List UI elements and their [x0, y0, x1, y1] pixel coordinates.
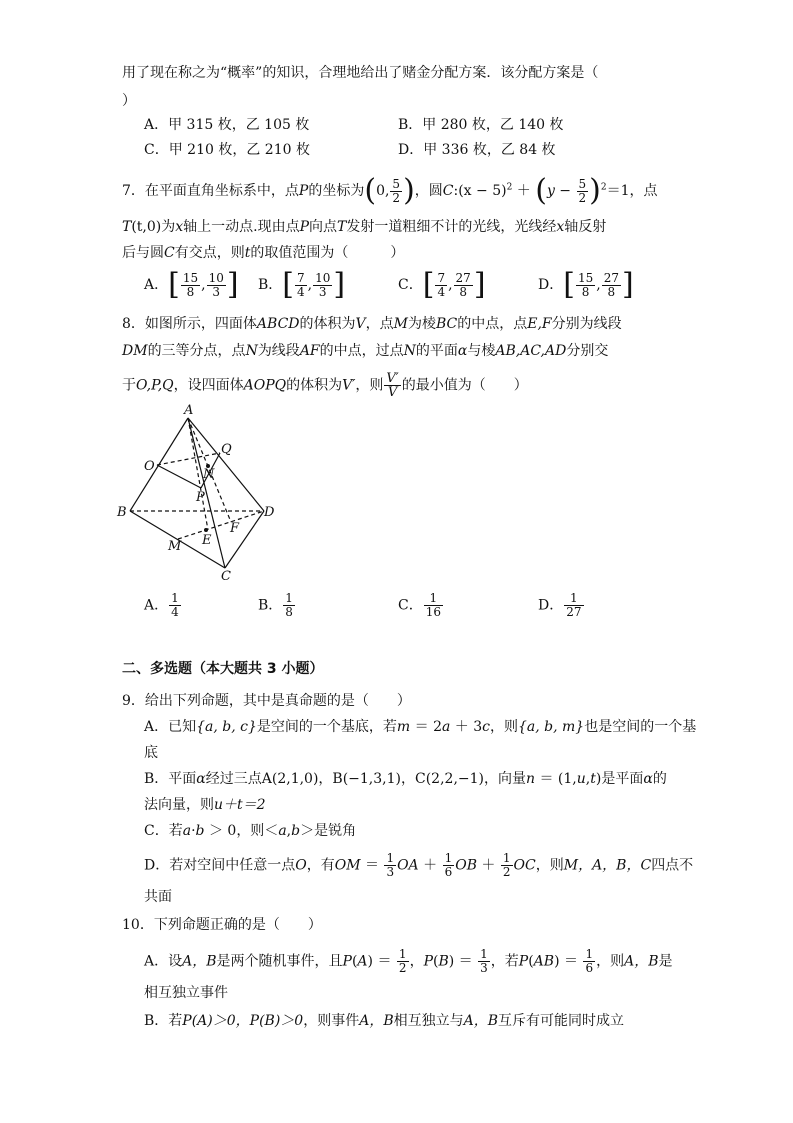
q7-text-a: 7．在平面直角坐标系中，点: [122, 183, 299, 199]
q7-l2-c: 向点: [309, 219, 338, 235]
q8-option-a: A． $\frac{1}{4}$: [144, 591, 179, 619]
q9-option-a-line2: 底: [144, 745, 158, 761]
q6-option-d: D．甲 336 枚，乙 84 枚: [398, 142, 556, 158]
q6-line2: ）: [122, 93, 136, 109]
q7-line1: 7．在平面直角坐标系中，点P的坐标为(0, $\frac{5}{2}$ )，圆C:(x − 5)$^2$ ＋ (y − $\frac{5}{2}$ )$^2$＝1，点: [122, 173, 658, 208]
q8-option-d: D． $\frac{1}{27}$: [538, 591, 582, 619]
q7-option-d: D．[ $\frac{15}{8}$ , $\frac{27}{8}$ ]: [538, 267, 634, 302]
q7-option-c: C．[ $\frac{7}{4}$ , $\frac{27}{8}$ ]: [398, 267, 486, 302]
label-e: E: [202, 533, 212, 548]
q6-option-b: B．甲 280 枚，乙 140 枚: [398, 117, 564, 133]
q7-circle-c: C: [442, 183, 454, 199]
q8-line2: DM的三等分点，点N为线段AF的中点，过点N的平面α与棱AB,AC,AD分别交: [122, 343, 609, 359]
q6-line1: 用了现在称之为“概率”的知识，合理地给出了赌金分配方案．该分配方案是（: [122, 65, 599, 81]
label-o: O: [144, 459, 155, 474]
label-m: M: [168, 539, 182, 554]
q8-line1: 8．如图所示，四面体ABCD的体积为V，点M为棱BC的中点，点E,F分别为线段: [122, 316, 622, 332]
q10-stem: 10．下列命题正确的是（ ）: [122, 917, 322, 933]
q7-line2: T(t,0)为x轴上一动点.现由点P向点T发射一道粗细不计的光线，光线经x轴反射: [122, 219, 607, 235]
label-f: F: [230, 521, 240, 536]
q9-option-a-line1: A．已知{a, b, c}是空间的一个基底，若m ＝ 2a ＋ 3c，则{a, b, m}也是空间的一个基: [144, 719, 697, 735]
q7-text-d: ＝1，点: [606, 183, 658, 199]
q10-option-b: B．若P(A)＞0，P(B)＞0，则事件A，B相互独立与A，B互斥有可能同时成立: [144, 1013, 625, 1029]
label-q: Q: [221, 442, 232, 457]
label-c: C: [221, 569, 231, 584]
paren-left: (: [364, 173, 377, 208]
q6-option-c: C．甲 210 枚，乙 210 枚: [144, 142, 310, 158]
label-a: A: [184, 403, 194, 418]
q9-option-d-line2: 共面: [144, 889, 172, 905]
q7-l2-e: 轴反射: [564, 219, 607, 235]
q10-option-a-line2: 相互独立事件: [144, 985, 228, 1001]
label-b: B: [117, 505, 127, 520]
label-n: N: [203, 467, 215, 482]
q6-option-a: A．甲 315 枚，乙 105 枚: [144, 117, 310, 133]
section-heading-multiple-choice: 二、多选题（本大题共 3 小题）: [122, 661, 324, 677]
q7-option-b: B．[ $\frac{7}{4}$ , $\frac{10}{3}$ ]: [258, 267, 346, 302]
q8-option-b: B． $\frac{1}{8}$: [258, 591, 293, 619]
q9-option-b-line1: B．平面α经过三点A(2,1,0)，B(−1,3,1)，C(2,2,−1)，向量n ＝ (1,u,t)是平面α的: [144, 771, 667, 787]
q9-option-d-line1: D．若对空间中任意一点O，有OM ＝ $\frac{1}{3}$ OA ＋ $\frac{1}{6}$ OB ＋ $\frac{1}{2}$ OC，则M，A，B，C四点不: [144, 851, 694, 879]
q9-stem: 9．给出下列命题，其中是真命题的是（ ）: [122, 693, 411, 709]
q9-option-b-line2: 法向量，则u＋t＝2: [144, 797, 266, 813]
q7-l2-a: 为: [161, 219, 176, 235]
label-d: D: [264, 505, 275, 520]
label-p: P: [196, 490, 205, 505]
q7-text-c: ，圆: [414, 183, 443, 199]
q7-point-p: P: [298, 183, 309, 199]
q7-text-b: 的坐标为: [308, 183, 365, 199]
paren-right: ): [403, 173, 415, 208]
point-e-dot: [204, 528, 208, 532]
q7-l3-c: 的取值范围为（ ）: [250, 245, 405, 261]
tetrahedron-figure: [112, 400, 292, 585]
q9-option-c: C．若a·b ＞ 0，则＜a,b＞是锐角: [144, 823, 357, 839]
fraction-5-2: $\frac{5}{2}$: [392, 176, 401, 205]
q7-l2-b: 轴上一动点.现由点: [183, 219, 300, 235]
q8-option-c: C． $\frac{1}{16}$: [398, 591, 441, 619]
q7-line3: 后与圆C有交点，则t的取值范围为（ ）: [122, 245, 405, 261]
q7-option-a: A．[ $\frac{15}{8}$ , $\frac{10}{3}$ ]: [144, 267, 239, 302]
q10-option-a-line1: A．设A，B是两个随机事件，且P(A) ＝ $\frac{1}{2}$ ，P(B) ＝ $\frac{1}{3}$ ，若P(AB) ＝ $\frac{1}{6}$ ，则A，B是: [144, 947, 673, 975]
q8-line3: 于O,P,Q，设四面体AOPQ的体积为V′，则 $\frac{V'}{V}$ 的最小值为（ ）: [122, 371, 528, 400]
q7-l3-a: 后与圆: [122, 245, 164, 261]
q7-l2-d: 发射一道粗细不计的光线，光线经: [346, 219, 557, 235]
q7-l3-b: 有交点，则: [174, 245, 245, 261]
